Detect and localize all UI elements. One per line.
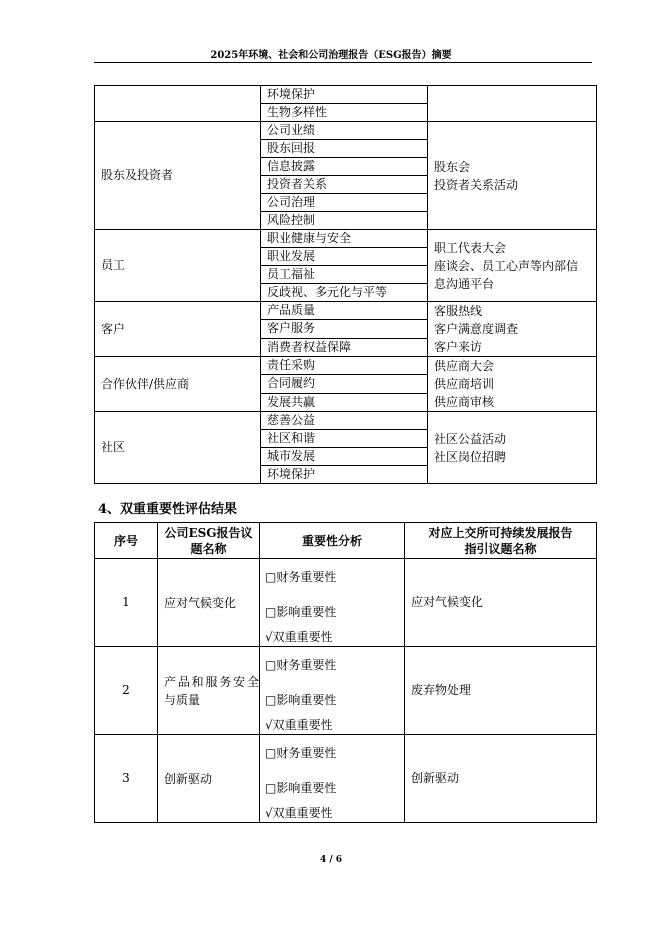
topic-cell: 环境保护: [260, 466, 427, 484]
topic-cell: 城市发展: [260, 448, 427, 466]
topic-cell: 客户服务: [260, 320, 427, 338]
comm-line: 座谈会、员工心声等内部信: [433, 258, 578, 273]
topic-cell: 发展共赢: [260, 393, 427, 411]
topic-cell: 社区和谐: [260, 430, 427, 448]
stakeholder-table: [94, 85, 597, 484]
comm-line: 客服热线: [433, 304, 482, 318]
comm-line: 股东会: [433, 159, 470, 174]
seq-cell: 1: [95, 559, 158, 647]
comm-line: 供应商培训: [433, 377, 494, 391]
header-seq: 序号: [95, 523, 158, 559]
comm-line: 投资者关系活动: [433, 177, 518, 192]
comm-line: 客户来访: [433, 340, 482, 354]
communication-cell: [427, 230, 596, 302]
financial-materiality-option: □财务重要性: [265, 746, 337, 760]
topic-cell: 环境保护: [260, 86, 427, 104]
header-topic-name: [158, 523, 260, 559]
double-materiality-option: √双重重要性: [265, 718, 333, 732]
table-row: [95, 735, 597, 823]
comm-line: 职工代表大会: [433, 240, 506, 255]
sse-topic-cell: 废弃物处理: [405, 647, 597, 735]
sse-topic-cell: 应对气候变化: [405, 559, 597, 647]
stakeholder-group: 股东及投资者: [95, 122, 261, 230]
topic-cell: 员工福祉: [260, 266, 427, 284]
table-header-row: [95, 523, 597, 559]
topic-cell: 风险控制: [260, 212, 427, 230]
impact-materiality-option: □影响重要性: [265, 781, 337, 795]
communication-cell: [427, 302, 596, 357]
seq-cell: 3: [95, 735, 158, 823]
topic-cell: 产品质量: [260, 302, 427, 320]
communication-cell: [427, 122, 596, 230]
header-rule: [94, 62, 592, 63]
topic-cell: 责任采购: [260, 357, 427, 375]
topic-cell: 消费者权益保障: [260, 338, 427, 356]
comm-line: 供应商大会: [433, 359, 494, 373]
comm-line: 客户满意度调查: [433, 322, 518, 336]
sse-topic-cell: 创新驱动: [405, 735, 597, 823]
double-materiality-option: √双重重要性: [265, 630, 333, 644]
topic-cell: 公司业绩: [260, 122, 427, 140]
communication-cell: [427, 357, 596, 412]
header-line: 指引议题名称: [464, 541, 537, 556]
header-line: 公司ESG报告议: [164, 525, 253, 540]
analysis-cell: [260, 735, 405, 823]
table-row: [95, 357, 597, 375]
header-line: 题名称: [190, 541, 227, 556]
topic-name-cell: 创新驱动: [158, 735, 260, 823]
page-number: 4 / 6: [319, 855, 343, 865]
double-materiality-option: √双重重要性: [265, 806, 333, 820]
topic-cell: 公司治理: [260, 194, 427, 212]
page-header: 2025年环境、社会和公司治理报告（ESG报告）摘要: [210, 50, 452, 61]
topic-cell: 职业发展: [260, 248, 427, 266]
materiality-table: [94, 522, 597, 823]
topic-cell: 反歧视、多元化与平等: [260, 284, 427, 302]
header-analysis: 重要性分析: [260, 523, 405, 559]
topic-cell: 合同履约: [260, 375, 427, 393]
section-title: 4、双重重要性评估结果: [98, 502, 238, 517]
financial-materiality-option: □财务重要性: [265, 570, 337, 584]
topic-cell: 职业健康与安全: [260, 230, 427, 248]
topic-cell: 慈善公益: [260, 412, 427, 430]
stakeholder-group: 社区: [95, 412, 261, 484]
stakeholder-group: 员工: [95, 230, 261, 302]
topic-name-cell: 应对气候变化: [158, 559, 260, 647]
financial-materiality-option: □财务重要性: [265, 658, 337, 672]
topic-name-cell: 产品和服务安全与质量: [158, 647, 260, 735]
header-line: 对应上交所可持续发展报告: [428, 525, 573, 540]
comm-line: 社区岗位招聘: [433, 449, 506, 464]
impact-materiality-option: □影响重要性: [265, 605, 337, 619]
communication-cell: [427, 86, 596, 122]
stakeholder-group: 客户: [95, 302, 261, 357]
table-row: [95, 230, 597, 248]
stakeholder-group: 合作伙伴/供应商: [95, 357, 261, 412]
topic-cell: 信息披露: [260, 158, 427, 176]
comm-line: 社区公益活动: [433, 431, 506, 446]
analysis-cell: [260, 559, 405, 647]
analysis-cell: [260, 647, 405, 735]
header-sse-topic: [405, 523, 597, 559]
table-row: [95, 122, 597, 140]
stakeholder-group: [95, 86, 261, 122]
communication-cell: [427, 412, 596, 484]
seq-cell: 2: [95, 647, 158, 735]
table-row: [95, 559, 597, 647]
table-row: [95, 302, 597, 320]
table-row: [95, 412, 597, 430]
comm-line: 供应商审核: [433, 395, 494, 409]
comm-line: 息沟通平台: [433, 276, 494, 291]
topic-cell: 股东回报: [260, 140, 427, 158]
table-row: [95, 86, 597, 104]
topic-cell: 投资者关系: [260, 176, 427, 194]
table-row: [95, 647, 597, 735]
topic-cell: 生物多样性: [260, 104, 427, 122]
impact-materiality-option: □影响重要性: [265, 693, 337, 707]
